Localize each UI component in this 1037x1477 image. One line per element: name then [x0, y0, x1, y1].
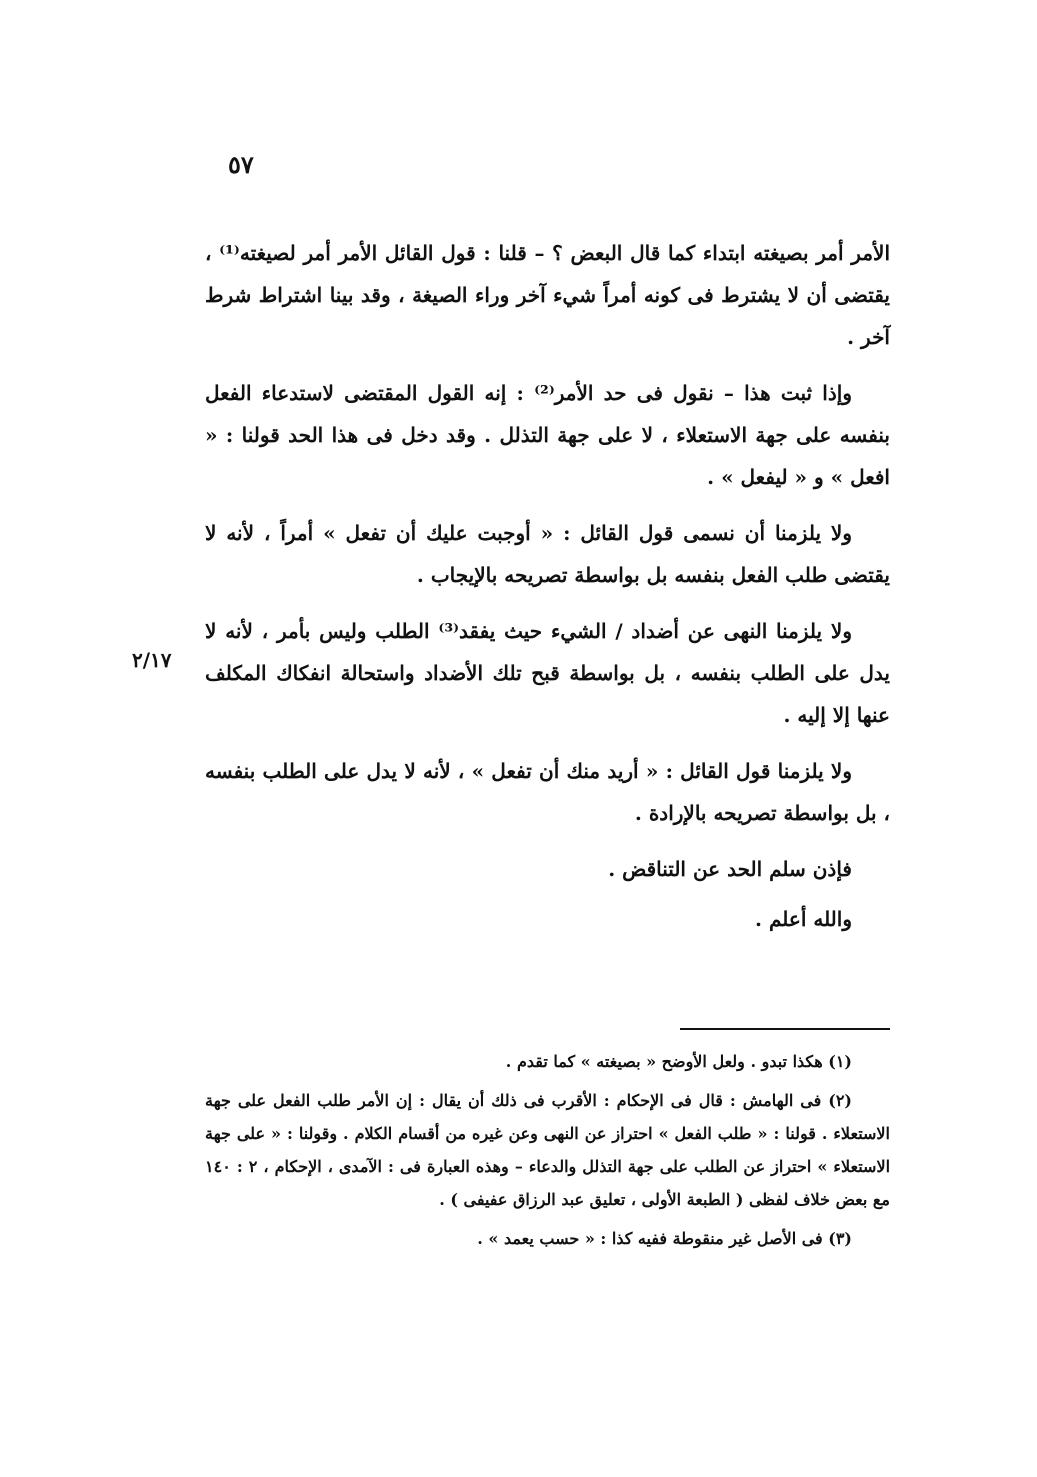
main-text: [205, 232, 890, 948]
paragraph-2: وإذا ثبت هذا – نقول فى حد الأمر⁽²⁾ : إنه القول المقتضى لاستدعاء الفعل بنفسه على جهة الاستعلاء ، لا على جهة التذلل . وقد دخل فى هذا الحد قولنا : « افعل » و « ليفعل » .: [205, 381, 890, 489]
paragraph-1: الأمر أمر بصيغته ابتداء كما قال البعض ؟ – قلنا : قول القائل الأمر أمر لصيغته⁽¹⁾ ، يقتضى أن لا يشترط فى كونه أمراً شيء آخر وراء الصيغة ، وقد بينا اشتراط شرط آخر .: [205, 241, 890, 349]
footnote-2: (٢) فى الهامش : قال فى الإحكام : الأقرب فى ذلك أن يقال : إن الأمر طلب الفعل على جهة الاستعلاء . قولنا : « طلب الفعل » احتراز عن النهى وعن غيره من أقسام الكلام . وقولنا : « على جهة الاستعلاء » احتراز عن الطلب على جهة التذلل والدعاء – وهذه العبارة فى : الآمدى ، الإحكام ، ٢ : ١٤٠ مع بعض خلاف لفظى ( الطبعة الأولى ، تعليق عبد الرزاق عفيفى ) .: [205, 1091, 891, 1209]
paragraph-6: فإذن سلم الحد عن التناقض .: [608, 857, 852, 881]
footnote-divider: [680, 1028, 890, 1030]
footnote-1: (١) هكذا تبدو . ولعل الأوضح « بصيغته » كما تقدم .: [505, 1052, 852, 1071]
paragraph-5: ولا يلزمنا قول القائل : « أريد منك أن تفعل » ، لأنه لا يدل على الطلب بنفسه ، بل بواسطة تصريحه بالإرادة .: [205, 759, 890, 825]
margin-folio-note: ٢/١٧: [132, 648, 172, 672]
paragraph-7: والله أعلم .: [755, 907, 852, 931]
paragraph-3: ولا يلزمنا أن نسمى قول القائل : « أوجبت عليك أن تفعل » أمراً ، لأنه لا يقتضى طلب الفعل بنفسه بل بواسطة تصريحه بالإيجاب .: [205, 521, 890, 587]
paragraph-4: ولا يلزمنا النهى عن أضداد / الشيء حيث يفقد⁽³⁾ الطلب وليس بأمر ، لأنه لا يدل على الطلب بنفسه ، بل بواسطة قبح تلك الأضداد واستحالة انفكاك المكلف عنها إلا إليه .: [205, 619, 890, 727]
page-number: ٥٧: [228, 150, 254, 179]
footnotes: [205, 1045, 890, 1261]
footnote-3: (٣) فى الأصل غير منقوطة ففيه كذا : « حسب يعمد » .: [477, 1229, 852, 1248]
